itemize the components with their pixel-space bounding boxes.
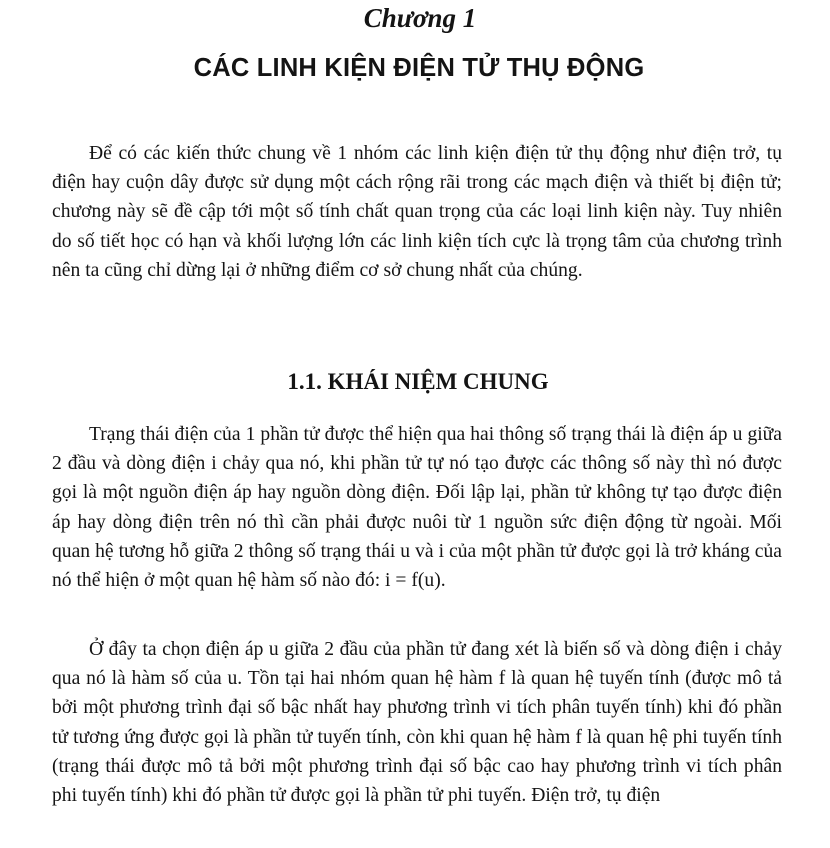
section-paragraph-2: Ở đây ta chọn điện áp u giữa 2 đầu của phần tử đang xét là biến số và dòng điện i chảy qua nó là hàm số của u. Tồn tại hai nhóm quan hệ hàm f là quan hệ tuyến tính (được mô tả bởi một phương trình đại số bậc nhất hay phương trình vi tích phân tuyến tính) khi đó phần tử tương ứng được gọi là phần tử tuyến tính, còn khi quan hệ hàm f là quan hệ phi tuyến tính (trạng thái được mô tả bởi một phương trình đại số bậc cao hay phương trình vi tích phân phi tuyến tính) khi đó phần tử được gọi là phần tử phi tuyến. Điện trở, tụ điện [52,639,782,807]
chapter-label: Chương 1 [363,3,477,33]
intro-paragraph: Để có các kiến thức chung về 1 nhóm các linh kiện điện tử thụ động như điện trở, tụ điện hay cuộn dây được sử dụng một cách rộng rãi trong các mạch điện và thiết bị điện tử; chương này sẽ đề cập tới một số tính chất quan trọng của các loại linh kiện này. Tuy nhiên do số tiết học có hạn và khối lượng lớn các linh kiện tích cực là trọng tâm của chương trình nên ta cũng chỉ dừng lại ở những điểm cơ sở chung nhất của chúng. [52,143,782,281]
chapter-title: CÁC LINH KIỆN ĐIỆN TỬ THỤ ĐỘNG [193,54,645,82]
section-paragraph-1: Trạng thái điện của 1 phần tử được thể hiện qua hai thông số trạng thái là điện áp u giữa 2 đầu và dòng điện i chảy qua nó, khi phần tử tự nó tạo được các thông số này thì nó được gọi là một nguồn điện áp hay nguồn dòng điện. Đối lập lại, phần tử không tự tạo được điện áp hay dòng điện trên nó thì cần phải được nuôi từ 1 nguồn sức điện động từ ngoài. Mối quan hệ tương hỗ giữa 2 thông số trạng thái u và i của một phần tử được gọi là trở kháng của nó thể hiện ở một quan hệ hàm số nào đó: i = f(u). [52,424,782,592]
section-heading: 1.1. KHÁI NIỆM CHUNG [287,369,549,394]
